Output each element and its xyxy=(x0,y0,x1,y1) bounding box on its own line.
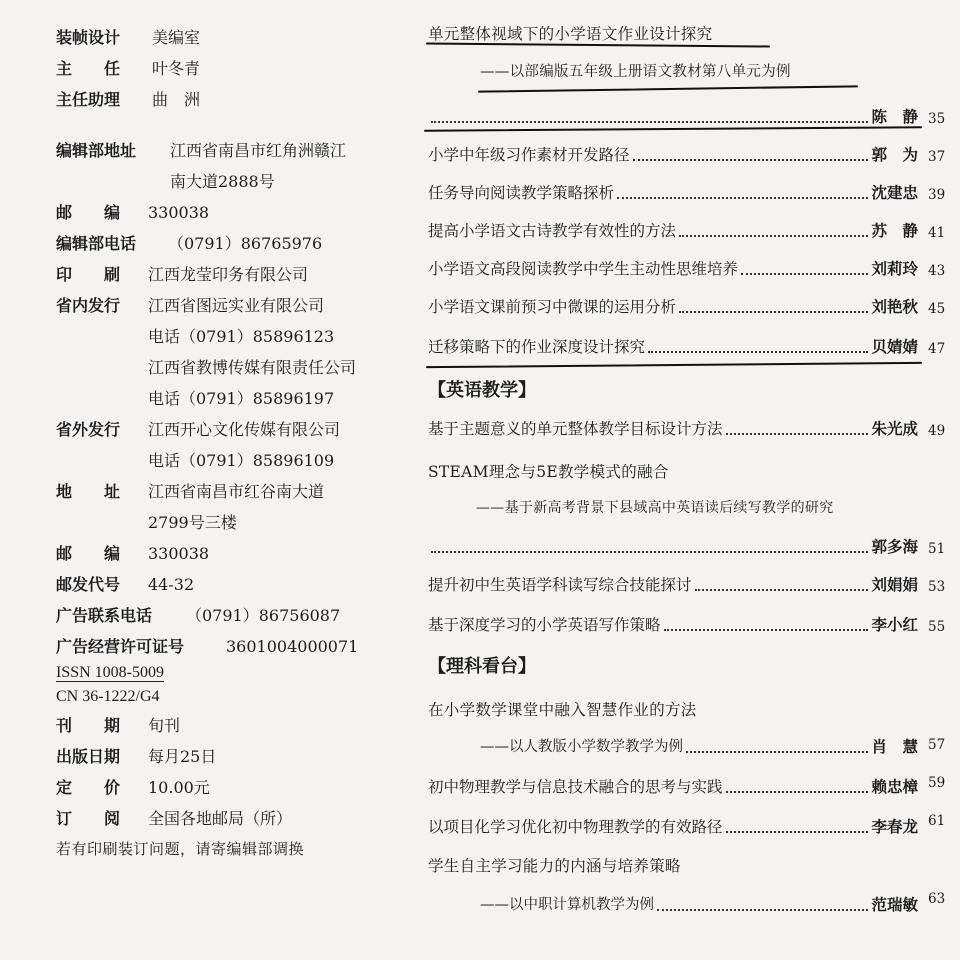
toc-entry-11[interactable] xyxy=(428,610,918,640)
toc-entry-2-author: 郭 为 xyxy=(871,145,918,164)
value-address-2-1: 江西省南昌市红谷南大道 xyxy=(148,482,325,501)
toc-entry-1-page: 35 xyxy=(928,111,946,127)
masthead-row-address-2 xyxy=(56,476,406,507)
toc-entry-14-page: 61 xyxy=(928,813,946,829)
masthead-note: 若有印刷装订问题，请寄编辑部调换 xyxy=(56,840,305,858)
toc-entry-14-title: 以项目化学习优化初中物理教学的有效路径 xyxy=(428,818,723,836)
cn-number: CN 36-1222/G4 xyxy=(56,688,160,705)
label-domestic: 省内发行 xyxy=(56,296,121,315)
toc-entry-9-author: 郭多海 xyxy=(871,537,918,556)
label-ad-phone: 广告联系电话 xyxy=(56,606,153,625)
toc-entry-1-title: 单元整体视域下的小学语文作业设计探究 xyxy=(428,25,713,43)
toc-entry-6-author: 刘艳秋 xyxy=(871,297,918,316)
masthead-row-postcode-2 xyxy=(56,538,406,569)
label-pubdate: 出版日期 xyxy=(56,747,121,766)
toc-entry-9-subtitle: ——基于新高考背景下县域高中英语读后续写教学的研究 xyxy=(476,500,834,516)
toc-entry-6-title: 小学语文课前预习中微课的运用分析 xyxy=(428,298,677,316)
toc-entry-13-author: 赖忠樟 xyxy=(871,777,918,796)
toc-entry-14-author: 李春龙 xyxy=(871,817,918,836)
label-printer: 印 刷 xyxy=(56,265,121,284)
value-postcode-2: 330038 xyxy=(148,544,210,563)
toc-entry-7-page: 47 xyxy=(928,341,946,357)
toc-entry-5-author: 刘莉玲 xyxy=(871,259,918,278)
toc-entry-15-title: 学生自主学习能力的内涵与培养策略 xyxy=(428,857,681,875)
value-address-2-2: 2799号三楼 xyxy=(148,513,237,532)
value-address-2: 南大道2888号 xyxy=(170,172,275,191)
toc-entry-3-title: 任务导向阅读教学策略探析 xyxy=(428,184,615,202)
label-period: 刊 期 xyxy=(56,716,121,735)
value-address-1: 江西省南昌市红角洲赣江 xyxy=(170,141,347,160)
toc-entry-12-title: 在小学数学课堂中融入智慧作业的方法 xyxy=(428,701,697,719)
toc-entry-8-author: 朱光成 xyxy=(871,419,918,438)
label-design: 装帧设计 xyxy=(56,28,121,47)
toc-entry-11-author: 李小红 xyxy=(871,615,918,634)
toc-entry-7[interactable] xyxy=(428,332,918,362)
masthead-row-design xyxy=(56,22,406,53)
toc-entry-12-page: 57 xyxy=(928,737,946,753)
toc-entry-10-title: 提升初中生英语学科读写综合技能探讨 xyxy=(428,576,692,594)
masthead-row-phone xyxy=(56,228,406,259)
toc-entry-11-page: 55 xyxy=(928,619,946,635)
value-outside-phone: 电话（0791）85896109 xyxy=(148,451,335,470)
label-address-2: 地 址 xyxy=(56,482,121,501)
masthead-row-postcode xyxy=(56,197,406,228)
leader-dots xyxy=(431,121,868,123)
value-printer: 江西龙莹印务有限公司 xyxy=(148,265,309,284)
toc-entry-5-page: 43 xyxy=(928,263,946,279)
masthead-row-mail-code xyxy=(56,569,406,600)
leader-dots xyxy=(726,831,869,833)
toc-entry-14[interactable] xyxy=(428,812,918,842)
value-subscribe: 全国各地邮局（所） xyxy=(148,809,293,828)
leader-dots xyxy=(726,433,869,435)
label-address: 编辑部地址 xyxy=(56,141,137,160)
leader-dots xyxy=(633,159,869,161)
toc-entry-2-page: 37 xyxy=(928,149,946,165)
value-mail-code: 44-32 xyxy=(148,575,195,594)
toc-entry-9[interactable] xyxy=(428,532,918,562)
value-outside: 江西开心文化传媒有限公司 xyxy=(148,420,341,439)
leader-dots xyxy=(686,751,868,753)
toc-entry-3-page: 39 xyxy=(928,187,946,203)
leader-dots xyxy=(679,235,868,237)
toc-entry-4-page: 41 xyxy=(928,225,946,241)
value-price: 10.00元 xyxy=(148,778,210,797)
toc-entry-13-title: 初中物理教学与信息技术融合的思考与实践 xyxy=(428,778,723,796)
label-ad-license: 广告经营许可证号 xyxy=(56,637,185,656)
value-assistant: 曲 洲 xyxy=(152,90,201,109)
toc-entry-7-author: 贝婧婧 xyxy=(871,337,918,356)
label-phone: 编辑部电话 xyxy=(56,234,137,253)
label-subscribe: 订 阅 xyxy=(56,809,121,828)
toc-entry-10[interactable] xyxy=(428,570,918,600)
value-phone: （0791）86765976 xyxy=(168,234,323,253)
masthead-row-ad-license xyxy=(56,631,406,662)
section-heading-science: 【理科看台】 xyxy=(428,656,536,677)
pen-underline xyxy=(478,85,858,92)
toc-entry-6[interactable] xyxy=(428,292,918,322)
leader-dots xyxy=(741,273,868,275)
label-postcode-2: 邮 编 xyxy=(56,544,121,563)
toc-entry-2-title: 小学中年级习作素材开发路径 xyxy=(428,146,630,164)
value-domestic-1-phone: 电话（0791）85896123 xyxy=(148,327,335,346)
toc-entry-1-subtitle: ——以部编版五年级上册语文教材第八单元为例 xyxy=(480,64,791,80)
toc-entry-10-page: 53 xyxy=(928,579,946,595)
leader-dots xyxy=(679,311,868,313)
toc-entry-9-page: 51 xyxy=(928,541,946,557)
label-postcode: 邮 编 xyxy=(56,203,121,222)
masthead-row-outside xyxy=(56,414,406,445)
toc-entry-6-page: 45 xyxy=(928,301,946,317)
leader-dots xyxy=(657,909,868,911)
toc-entry-8[interactable] xyxy=(428,414,918,444)
value-design: 美编室 xyxy=(152,28,201,47)
toc-entry-13[interactable] xyxy=(428,772,918,802)
toc-entry-8-page: 49 xyxy=(928,423,946,439)
value-ad-phone: （0791）86756087 xyxy=(186,606,341,625)
masthead-row-address xyxy=(56,135,406,166)
label-mail-code: 邮发代号 xyxy=(56,575,121,594)
value-domestic-2: 江西省教博传媒有限责任公司 xyxy=(148,358,357,377)
leader-dots xyxy=(664,629,869,631)
masthead-row-assistant xyxy=(56,84,406,115)
toc-entry-8-title: 基于主题意义的单元整体教学目标设计方法 xyxy=(428,420,723,438)
value-period: 旬刊 xyxy=(148,716,181,735)
masthead-row-domestic xyxy=(56,290,406,321)
pen-underline xyxy=(426,362,922,368)
toc-entry-1-author: 陈 静 xyxy=(871,107,918,126)
masthead-row-period xyxy=(56,710,406,741)
toc-entry-3[interactable] xyxy=(428,178,918,208)
toc-entry-4[interactable] xyxy=(428,216,918,246)
label-outside: 省外发行 xyxy=(56,420,121,439)
toc-entry-2[interactable] xyxy=(428,140,918,170)
leader-dots xyxy=(431,551,868,553)
toc-entry-11-title: 基于深度学习的小学英语写作策略 xyxy=(428,616,661,634)
toc-entry-7-title: 迁移策略下的作业深度设计探究 xyxy=(428,338,646,356)
value-pubdate: 每月25日 xyxy=(148,747,217,766)
masthead xyxy=(56,22,406,864)
toc-entry-4-author: 苏 静 xyxy=(871,221,918,240)
toc-entry-15-author: 范瑞敏 xyxy=(871,895,918,914)
masthead-row-printer xyxy=(56,259,406,290)
toc-entry-9-title: STEAM理念与5E教学模式的融合 xyxy=(428,463,669,481)
toc-entry-15-page: 63 xyxy=(928,891,946,907)
toc-entry-13-page: 59 xyxy=(928,775,946,791)
value-domestic-1: 江西省图远实业有限公司 xyxy=(148,296,325,315)
toc-entry-4-title: 提高小学语文古诗教学有效性的方法 xyxy=(428,222,677,240)
value-ad-license: 3601004000071 xyxy=(226,637,359,656)
issn xyxy=(56,662,406,686)
masthead-row-subscribe xyxy=(56,803,406,834)
leader-dots xyxy=(648,351,868,353)
value-postcode: 330038 xyxy=(148,203,210,222)
leader-dots xyxy=(695,589,869,591)
masthead-row-director xyxy=(56,53,406,84)
toc-entry-12[interactable] xyxy=(480,732,918,762)
label-assistant: 主任助理 xyxy=(56,90,121,109)
leader-dots xyxy=(617,197,868,199)
toc-entry-15-subtitle: ——以中职计算机教学为例 xyxy=(480,897,654,913)
toc-entry-15[interactable] xyxy=(480,890,918,920)
toc-entry-12-subtitle: ——以人教版小学数学教学为例 xyxy=(480,739,683,755)
value-domestic-2-phone: 电话（0791）85896197 xyxy=(148,389,335,408)
toc-entry-10-author: 刘娟娟 xyxy=(871,575,918,594)
value-director: 叶冬青 xyxy=(152,59,201,78)
masthead-row-pubdate xyxy=(56,741,406,772)
masthead-row-price xyxy=(56,772,406,803)
issn-value: ISSN 1008-5009 xyxy=(56,664,165,681)
section-heading-english: 【英语教学】 xyxy=(428,380,536,401)
masthead-row-ad-phone xyxy=(56,600,406,631)
toc-entry-12-author: 肖 慧 xyxy=(871,737,918,756)
toc-entry-3-author: 沈建忠 xyxy=(871,183,918,202)
toc-entry-5-title: 小学语文高段阅读教学中学生主动性思维培养 xyxy=(428,260,739,278)
label-director: 主 任 xyxy=(56,59,121,78)
label-price: 定 价 xyxy=(56,778,121,797)
leader-dots xyxy=(726,791,869,793)
toc-entry-5[interactable] xyxy=(428,254,918,284)
